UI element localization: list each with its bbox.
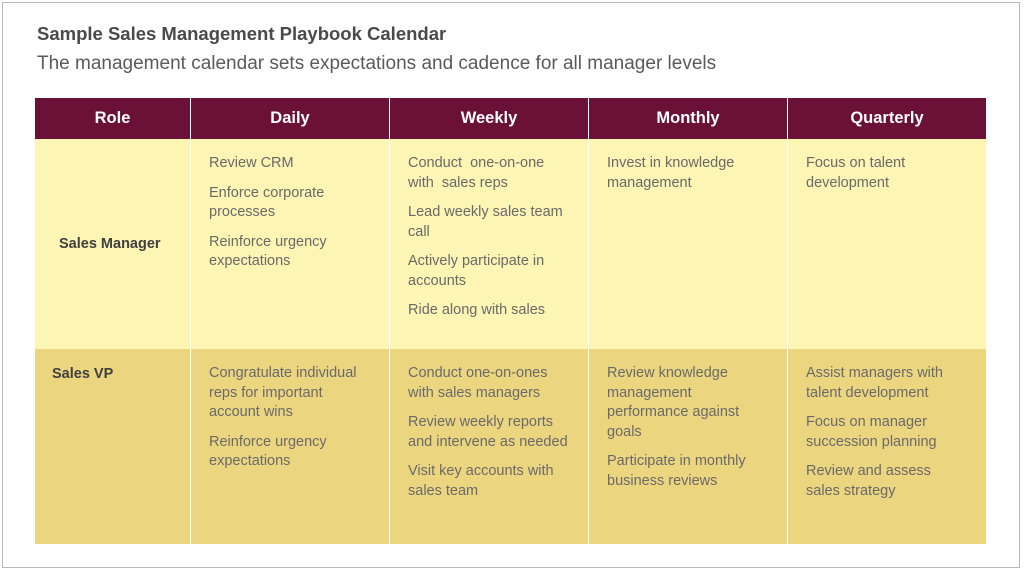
- header-quarterly: Quarterly: [787, 98, 986, 139]
- role-sales-vp: [35, 349, 190, 544]
- list-item: Focus on manager succession planning: [806, 414, 937, 450]
- header-monthly: Monthly: [588, 98, 787, 139]
- list-item: Conduct one-on-ones with sales managers: [408, 365, 548, 401]
- list-item: Review weekly reports and intervene as needed: [408, 414, 568, 450]
- role-label: Sales Manager: [59, 236, 161, 252]
- header-daily: Daily: [190, 98, 389, 139]
- list-item: Review CRM: [209, 155, 294, 171]
- list-item: Reinforce urgency expectations: [209, 433, 327, 469]
- cell-sales-vp-monthly: [588, 349, 787, 544]
- page-title: Sample Sales Management Playbook Calendar: [37, 23, 447, 44]
- list-item: Actively participate in accounts: [408, 253, 545, 289]
- page-subtitle: The management calendar sets expectations and cadence for all manager levels: [37, 53, 717, 74]
- list-item: Lead weekly sales team call: [408, 204, 563, 240]
- cell-sales-manager-quarterly: [787, 139, 986, 349]
- list-item: Focus on talent development: [806, 155, 906, 191]
- cell-sales-vp-quarterly: [787, 349, 986, 544]
- list-item: Assist managers with talent development: [806, 365, 943, 401]
- header-weekly: Weekly: [389, 98, 588, 139]
- role-sales-manager: [35, 139, 190, 349]
- list-item: Conduct one-on-one with sales reps: [408, 155, 549, 191]
- cell-sales-manager-monthly: [588, 139, 787, 349]
- cell-sales-manager-daily: [190, 139, 389, 349]
- list-item: Ride along with sales: [408, 302, 546, 318]
- list-item: Review and assess sales strategy: [806, 463, 931, 499]
- cell-sales-vp-daily: [190, 349, 389, 544]
- list-item: Participate in monthly business reviews: [607, 453, 746, 489]
- list-item: Enforce corporate processes: [209, 184, 325, 220]
- header-role: Role: [35, 98, 190, 139]
- cell-sales-manager-weekly: [389, 139, 588, 349]
- role-label: Sales VP: [52, 366, 114, 382]
- cell-sales-vp-weekly: [389, 349, 588, 544]
- playbook-table: [35, 98, 986, 544]
- list-item: Review knowledge management performance against goals: [607, 365, 740, 440]
- list-item: Reinforce urgency expectations: [209, 233, 327, 269]
- list-item: Invest in knowledge management: [607, 155, 735, 191]
- list-item: Congratulate individual reps for important account wins: [209, 365, 357, 420]
- list-item: Visit key accounts with sales team: [408, 463, 554, 499]
